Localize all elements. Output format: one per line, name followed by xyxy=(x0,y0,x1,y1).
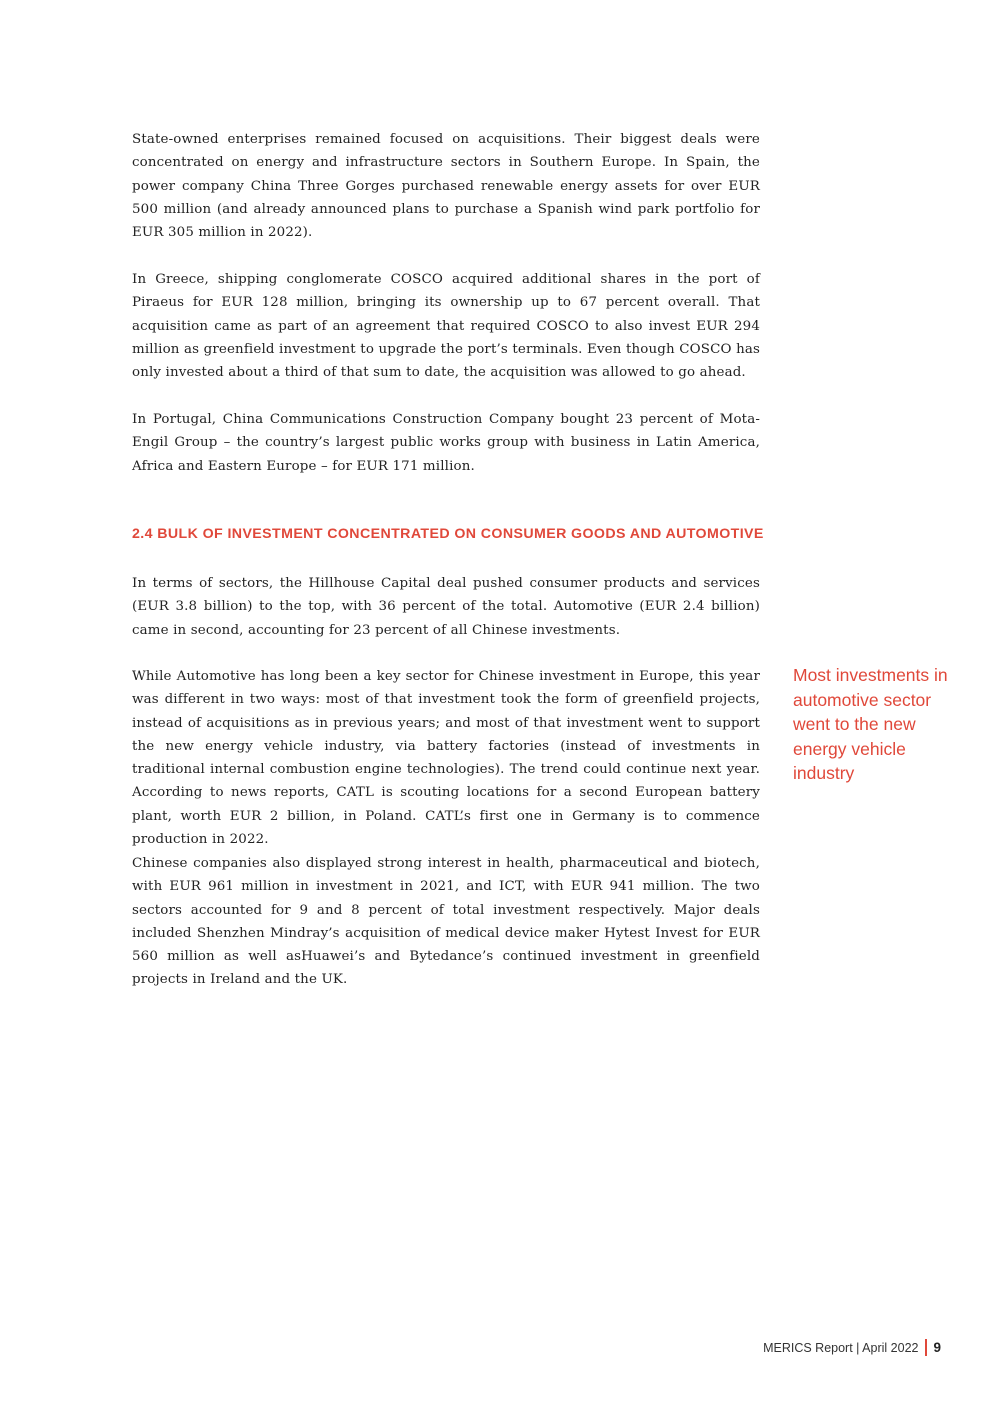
paragraph-sectors: In terms of sectors, the Hillhouse Capital deal pushed consumer products and services (EUR 3.8 billion) to the top, with 36 percent of the total. Automotive (EUR 2.4 billion) came in second, accounting for 23 percent of all Chinese investments. xyxy=(132,576,760,638)
paragraph-portugal-cccc: In Portugal, China Communications Construction Company bought 23 percent of Mota-Engil Group – the country’s largest public works group with business in Latin America, Africa and Eastern Europe – for EUR 171 million. xyxy=(132,412,760,474)
paragraph-soe-acquisitions: State-owned enterprises remained focused on acquisitions. Their biggest deals were concentrated on energy and infrastructure sectors in Southern Europe. In Spain, the power company China Three Gorges purchased renewable energy assets for over EUR 500 million (and already announced plans to purchase a Spanish wind park portfolio for EUR 305 million in 2022). xyxy=(132,132,760,241)
section-heading: 2.4 BULK OF INVESTMENT CONCENTRATED ON CONSUMER GOODS AND AUTOMOTIVE xyxy=(132,526,764,542)
paragraph-health-ict: Chinese companies also displayed strong interest in health, pharmaceutical and biotech, with EUR 961 million in investment in 2021, and ICT, with EUR 941 million. The two sectors accounted for 9 and 8 percent of total investment respectively. Major deals included Shenzhen Mindray’s acquisition of medical device maker Hytest Invest for EUR 560 million as well asHuawei’s and Bytedance’s continued investment in greenfield projects in Ireland and the UK. xyxy=(132,856,760,988)
paragraph-greece-cosco: In Greece, shipping conglomerate COSCO acquired additional shares in the port of Piraeus for EUR 128 million, bringing its ownership up to 67 percent overall. That acquisition came as part of an agreement that required COSCO to also invest EUR 294 million as greenfield investment to upgrade the port’s terminals. Even though COSCO has only invested about a third of that sum to date, the acquisition was allowed to go ahead. xyxy=(132,272,760,381)
paragraph-automotive: While Automotive has long been a key sector for Chinese investment in Europe, this year was different in two ways: most of that investment took the form of greenfield projects, instead of acquisitions as in previous years; and most of that investment went to support the new energy vehicle industry, via battery factories (instead of investments in traditional internal combustion engine technologies). The trend could continue next year. According to news reports, CATL is scouting locations for a second European battery plant, worth EUR 2 billion, in Poland. CATL’s first one in Germany is to commence production in 2022. xyxy=(132,669,760,848)
footer-label: MERICS Report | April 2022 xyxy=(763,1340,919,1355)
page-number: 9 xyxy=(933,1340,941,1355)
pull-quote: Most investments in automotive sector went to the new energy vehicle industry xyxy=(793,665,948,783)
footer-divider xyxy=(925,1339,927,1356)
page-footer xyxy=(763,1339,941,1356)
